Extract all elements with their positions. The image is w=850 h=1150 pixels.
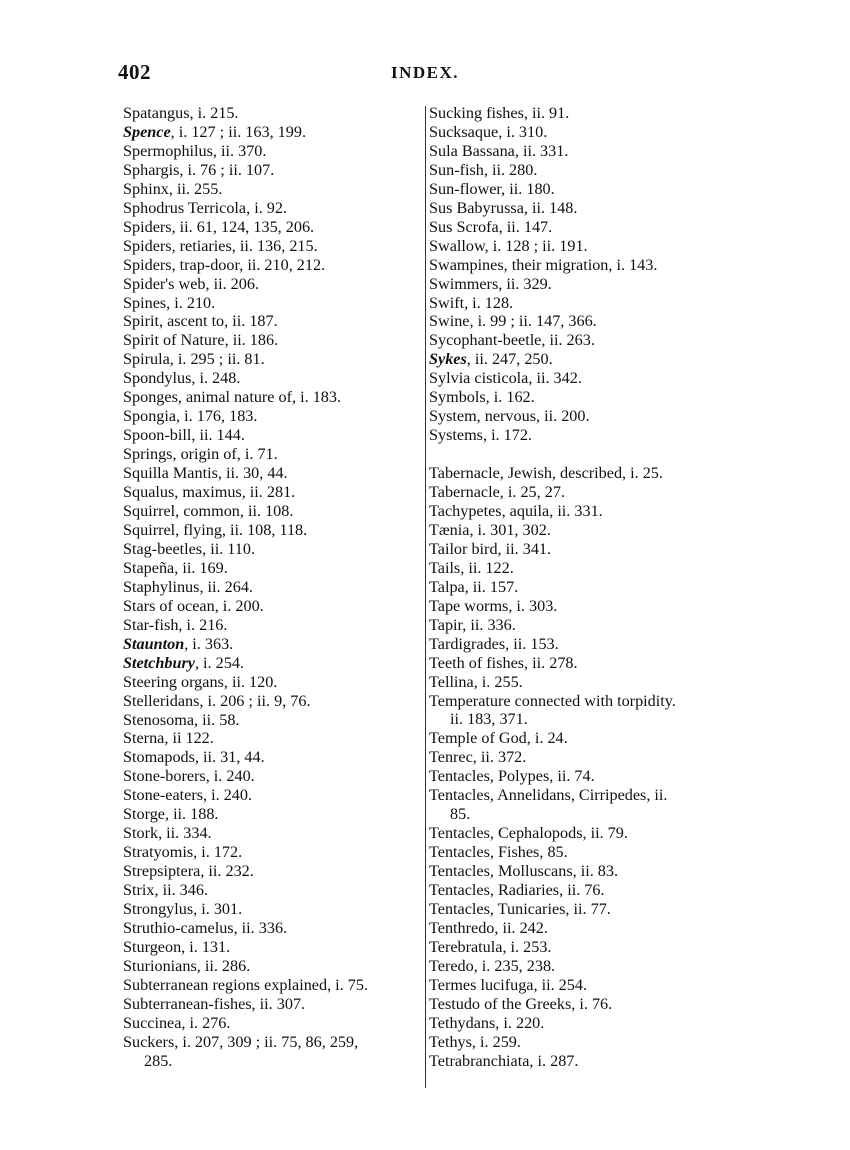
index-entry: [123, 995, 423, 1014]
index-entry: [123, 862, 423, 881]
entry-text: Systems, i. 172.: [429, 426, 532, 445]
entry-text: Suckers, i. 207, 309 ; ii. 75, 86, 259,: [123, 1032, 359, 1051]
index-entry: [429, 388, 749, 407]
index-entry: [123, 483, 423, 502]
index-entry: [429, 938, 749, 957]
entry-text: Swallow, i. 128 ; ii. 191.: [429, 236, 588, 255]
column-divider: [425, 106, 426, 1088]
index-entry: [429, 350, 749, 369]
entry-text: Sphinx, ii. 255.: [123, 179, 223, 198]
entry-text: Tentacles, Cephalopods, ii. 79.: [429, 824, 628, 843]
entry-text: Tenrec, ii. 372.: [429, 748, 527, 767]
index-entry: [429, 843, 749, 862]
entry-text: Squirrel, common, ii. 108.: [123, 502, 294, 521]
index-entry: [429, 521, 749, 540]
index-entry: [123, 748, 423, 767]
entry-text: Spatangus, i. 215.: [123, 104, 239, 122]
index-entry: [123, 256, 423, 275]
index-entry: [123, 521, 423, 540]
entry-text: Stratyomis, i. 172.: [123, 843, 243, 862]
entry-text: Tachypetes, aquila, ii. 331.: [429, 502, 603, 520]
entry-text: Tentacles, Annelidans, Cirripedes, ii.: [429, 786, 668, 805]
index-entry: [123, 578, 423, 597]
entry-text: Talpa, ii. 157.: [429, 577, 519, 596]
index-entry: [123, 900, 423, 919]
index-entry: [123, 881, 423, 900]
index-entry: [429, 407, 749, 426]
index-entry: [123, 673, 423, 692]
index-entry: [429, 218, 749, 237]
entry-text: , ii. 247, 250.: [466, 350, 553, 369]
entry-text: System, nervous, ii. 200.: [429, 407, 590, 426]
entry-text: Spermophilus, ii. 370.: [123, 141, 267, 160]
index-entry: [429, 597, 749, 616]
index-entry: [429, 331, 749, 350]
entry-text: Testudo of the Greeks, i. 76.: [429, 994, 613, 1013]
index-entry: [123, 464, 423, 483]
entry-text: Spiders, trap-door, ii. 210, 212.: [123, 255, 326, 274]
entry-text: Strix, ii. 346.: [123, 881, 208, 900]
index-entry: [429, 426, 749, 445]
index-entry: [429, 692, 749, 730]
entry-text: , i. 254.: [194, 653, 244, 672]
index-entry: [429, 862, 749, 881]
index-entry: [123, 1033, 423, 1071]
index-entry: [429, 635, 749, 654]
index-entry: [123, 312, 423, 331]
entry-text: Spines, i. 210.: [123, 293, 216, 312]
entry-text: Sus Babyrussa, ii. 148.: [429, 198, 578, 217]
index-entry: [123, 616, 423, 635]
entry-text: Spiders, retiaries, ii. 136, 215.: [123, 236, 318, 255]
entry-text: Star-fish, i. 216.: [123, 615, 228, 634]
index-entry: [429, 180, 749, 199]
index-entry: [123, 711, 423, 730]
entry-text: Subterranean regions explained, i. 75.: [123, 975, 368, 994]
index-entry: [123, 142, 423, 161]
entry-text: Tentacles, Molluscans, ii. 83.: [429, 862, 619, 881]
entry-text: Spondylus, i. 248.: [123, 369, 241, 388]
entry-text: Swift, i. 128.: [429, 293, 514, 312]
entry-text: Sucking fishes, ii. 91.: [429, 104, 570, 122]
index-entry: [123, 957, 423, 976]
entry-text: Tape worms, i. 303.: [429, 596, 558, 615]
entry-text: Staphylinus, ii. 264.: [123, 577, 253, 596]
index-entry: [429, 464, 749, 483]
entry-text: Stag-beetles, ii. 110.: [123, 539, 256, 558]
entry-text: Sucksaque, i. 310.: [429, 122, 548, 141]
index-entry: [123, 843, 423, 862]
entry-text: Tentacles, Fishes, 85.: [429, 843, 568, 862]
entry-author-name: Stetchbury: [123, 653, 195, 672]
index-entry: [429, 1052, 749, 1071]
index-entry: [123, 199, 423, 218]
entry-text: Strepsiptera, ii. 232.: [123, 862, 254, 881]
entry-text: Temperature connected with torpidity.: [429, 691, 676, 710]
index-entry: [123, 407, 423, 426]
index-entry: [123, 350, 423, 369]
index-entry: [429, 976, 749, 995]
entry-text: Squilla Mantis, ii. 30, 44.: [123, 464, 288, 483]
index-entry: [429, 1033, 749, 1052]
entry-text: Spirit, ascent to, ii. 187.: [123, 312, 278, 331]
index-entry: [429, 312, 749, 331]
entry-text: Sturgeon, i. 131.: [123, 937, 231, 956]
index-entry: [123, 559, 423, 578]
index-column-right: [429, 104, 749, 1071]
index-entry: [429, 199, 749, 218]
entry-text: Tellina, i. 255.: [429, 672, 523, 691]
index-entry: [429, 616, 749, 635]
entry-text: Tails, ii. 122.: [429, 558, 514, 577]
index-entry: [123, 919, 423, 938]
entry-text: Squalus, maximus, ii. 281.: [123, 483, 296, 502]
entry-text: Storge, ii. 188.: [123, 805, 219, 824]
index-entry: [429, 654, 749, 673]
entry-text: Termes lucifuga, ii. 254.: [429, 975, 588, 994]
index-entry: [429, 123, 749, 142]
index-entry: [429, 1014, 749, 1033]
index-entry: [429, 540, 749, 559]
entry-author-name: Spence: [123, 122, 171, 141]
index-entry: [429, 824, 749, 843]
entry-text: Spoon-bill, ii. 144.: [123, 426, 245, 445]
entry-text: Stomapods, ii. 31, 44.: [123, 748, 265, 767]
entry-text: Sphargis, i. 76 ; ii. 107.: [123, 160, 275, 179]
index-entry: [123, 123, 423, 142]
index-entry: [123, 635, 423, 654]
entry-text: Spongia, i. 176, 183.: [123, 407, 258, 426]
index-entry: [123, 294, 423, 313]
entry-text: Spider's web, ii. 206.: [123, 274, 260, 293]
index-entry: [123, 161, 423, 180]
entry-text: Tænia, i. 301, 302.: [429, 520, 551, 539]
entry-text: Springs, origin of, i. 71.: [123, 445, 278, 464]
entry-text: Spiders, ii. 61, 124, 135, 206.: [123, 217, 315, 236]
index-entry: [123, 502, 423, 521]
index-entry: [123, 824, 423, 843]
index-entry: [429, 502, 749, 521]
entry-text: Tethydans, i. 220.: [429, 1013, 545, 1032]
entry-text: Tenthredo, ii. 242.: [429, 918, 548, 937]
entry-text: Strongylus, i. 301.: [123, 900, 243, 919]
index-entry: [429, 294, 749, 313]
index-entry: [123, 445, 423, 464]
index-entry: [429, 995, 749, 1014]
entry-text: Spirula, i. 295 ; ii. 81.: [123, 350, 265, 369]
index-entry: [429, 900, 749, 919]
index-entry: [123, 1014, 423, 1033]
entry-text: Tentacles, Radiaries, ii. 76.: [429, 881, 605, 900]
entry-text: Sula Bassana, ii. 331.: [429, 141, 569, 160]
index-entry: [429, 256, 749, 275]
index-entry: [429, 578, 749, 597]
entry-text: Sus Scrofa, ii. 147.: [429, 217, 553, 236]
entry-text: Steering organs, ii. 120.: [123, 672, 278, 691]
index-entry: [429, 729, 749, 748]
index-entry: [123, 275, 423, 294]
entry-text: Tardigrades, ii. 153.: [429, 634, 559, 653]
entry-text: Succinea, i. 276.: [123, 1013, 231, 1032]
entry-author-name: Sykes: [429, 350, 467, 369]
index-entry: [429, 483, 749, 502]
index-entry: [429, 369, 749, 388]
entry-text: Stapeña, ii. 169.: [123, 558, 228, 577]
entry-text: Squirrel, flying, ii. 108, 118.: [123, 520, 308, 539]
entry-text: Stone-borers, i. 240.: [123, 767, 255, 786]
index-entry: [123, 369, 423, 388]
index-entry: [429, 161, 749, 180]
running-head: INDEX.: [390, 63, 460, 82]
page-number: 402: [118, 60, 151, 84]
entry-text: Spirit of Nature, ii. 186.: [123, 331, 279, 350]
entry-text: Stork, ii. 334.: [123, 824, 212, 843]
index-entry: [429, 275, 749, 294]
index-entry: [123, 938, 423, 957]
entry-text: Teredo, i. 235, 238.: [429, 956, 556, 975]
entry-text: Stelleridans, i. 206 ; ii. 9, 76.: [123, 691, 311, 710]
index-entry: [123, 180, 423, 199]
entry-text: Tabernacle, i. 25, 27.: [429, 483, 565, 502]
entry-text: Struthio-camelus, ii. 336.: [123, 918, 288, 937]
index-entry: [429, 142, 749, 161]
index-entry: [123, 388, 423, 407]
index-entry: [123, 104, 423, 123]
index-entry: [123, 654, 423, 673]
index-entry: [123, 237, 423, 256]
entry-continuation: 85.: [450, 805, 471, 824]
entry-text: Sturionians, ii. 286.: [123, 956, 251, 975]
index-entry: [429, 237, 749, 256]
index-entry: [429, 104, 749, 123]
index-column-left: [123, 104, 423, 1071]
index-entry: [123, 976, 423, 995]
entry-text: Subterranean-fishes, ii. 307.: [123, 994, 306, 1013]
entry-continuation: ii. 183, 371.: [450, 710, 528, 729]
index-entry: [429, 673, 749, 692]
entry-text: Sponges, animal nature of, i. 183.: [123, 388, 342, 407]
entry-text: Stone-eaters, i. 240.: [123, 786, 253, 805]
entry-text: Swine, i. 99 ; ii. 147, 366.: [429, 312, 597, 331]
section-gap: [429, 445, 749, 464]
index-entry: [123, 786, 423, 805]
index-entry: [123, 426, 423, 445]
entry-text: Sterna, ii 122.: [123, 729, 214, 748]
entry-text: Tailor bird, ii. 341.: [429, 539, 552, 558]
index-entry: [123, 331, 423, 350]
entry-text: Tabernacle, Jewish, described, i. 25.: [429, 464, 663, 483]
entry-text: , i. 363.: [184, 634, 234, 653]
entry-text: Tapir, ii. 336.: [429, 615, 516, 634]
entry-text: Stars of ocean, i. 200.: [123, 596, 264, 615]
index-entry: [429, 919, 749, 938]
index-entry: [429, 748, 749, 767]
entry-text: Tetrabranchiata, i. 287.: [429, 1051, 579, 1070]
entry-author-name: Staunton: [123, 634, 185, 653]
entry-text: Teeth of fishes, ii. 278.: [429, 653, 578, 672]
entry-text: Stenosoma, ii. 58.: [123, 710, 240, 729]
index-entry: [123, 692, 423, 711]
index-entry: [123, 540, 423, 559]
index-entry: [429, 957, 749, 976]
entry-text: Tethys, i. 259.: [429, 1032, 521, 1051]
entry-text: Tentacles, Polypes, ii. 74.: [429, 767, 595, 786]
index-entry: [123, 767, 423, 786]
entry-text: Sun-flower, ii. 180.: [429, 179, 555, 198]
index-entry: [123, 805, 423, 824]
index-entry: [429, 767, 749, 786]
index-entry: [429, 559, 749, 578]
entry-text: Tentacles, Tunicaries, ii. 77.: [429, 900, 611, 919]
entry-text: Temple of God, i. 24.: [429, 729, 568, 748]
entry-text: Swampines, their migration, i. 143.: [429, 255, 658, 274]
entry-text: Terebratula, i. 253.: [429, 937, 552, 956]
entry-text: Sycophant-beetle, ii. 263.: [429, 331, 595, 350]
entry-text: Swimmers, ii. 329.: [429, 274, 552, 293]
index-entry: [429, 786, 749, 824]
index-entry: [123, 729, 423, 748]
entry-text: Sphodrus Terricola, i. 92.: [123, 198, 288, 217]
entry-text: Sylvia cisticola, ii. 342.: [429, 369, 582, 388]
entry-text: Symbols, i. 162.: [429, 388, 535, 407]
index-entry: [429, 881, 749, 900]
entry-text: Sun-fish, ii. 280.: [429, 160, 538, 179]
entry-continuation: 285.: [144, 1051, 173, 1070]
index-entry: [123, 218, 423, 237]
entry-text: , i. 127 ; ii. 163, 199.: [170, 122, 307, 141]
index-entry: [123, 597, 423, 616]
